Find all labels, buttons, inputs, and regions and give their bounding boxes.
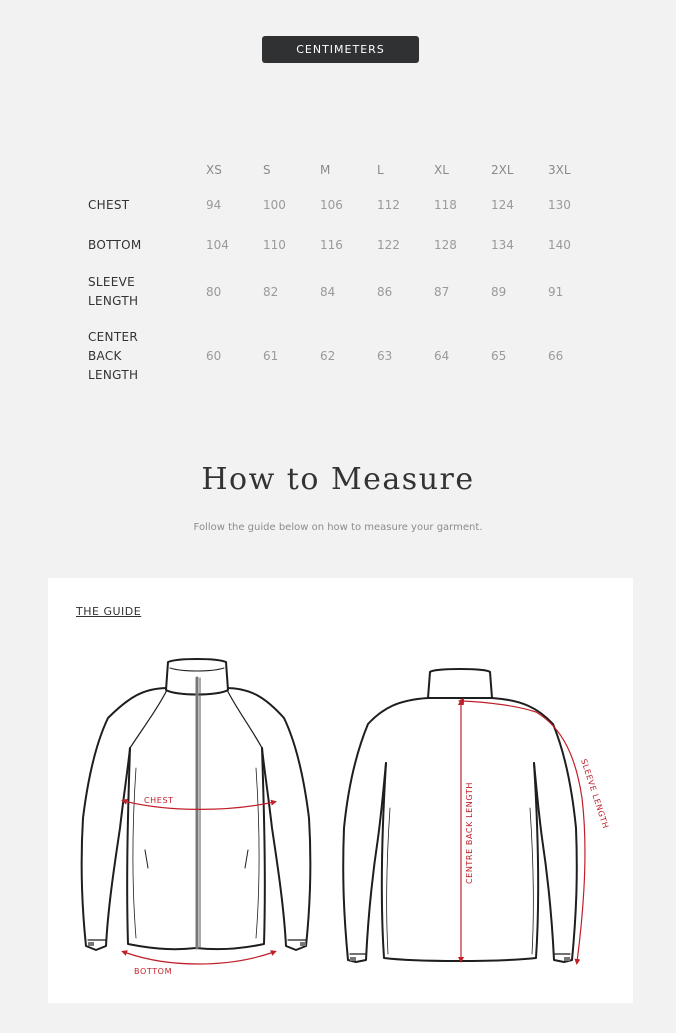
size-header-row — [84, 158, 605, 182]
table-cell: 106 — [320, 198, 343, 212]
table-cell: 124 — [491, 198, 514, 212]
size-m-header: M — [320, 163, 331, 177]
table-cell: 61 — [263, 349, 279, 363]
jacket-front-drawing — [82, 659, 311, 950]
row-label-center-back-length: CENTER BACK LENGTH — [88, 329, 139, 382]
table-cell: 112 — [377, 198, 400, 212]
table-cell: 86 — [377, 285, 393, 299]
table-cell: 104 — [206, 238, 229, 252]
table-row-center-back-length — [84, 322, 605, 390]
table-cell: 122 — [377, 238, 400, 252]
sleeve-length-label: SLEEVE LENGTH — [579, 757, 611, 830]
chest-label: CHEST — [144, 796, 174, 805]
row-label-chest: CHEST — [88, 197, 130, 212]
row-label-bottom: BOTTOM — [88, 237, 142, 252]
table-cell: 82 — [263, 285, 279, 299]
table-cell: 116 — [320, 238, 343, 252]
jacket-measure-illustration — [48, 578, 633, 1003]
table-cell: 128 — [434, 238, 457, 252]
table-cell: 63 — [377, 349, 393, 363]
table-cell: 89 — [491, 285, 507, 299]
size-2xl-header: 2XL — [491, 163, 514, 177]
table-row-bottom — [84, 228, 605, 262]
how-to-measure-subtitle: Follow the guide below on how to measure your garment. — [193, 522, 483, 533]
size-3xl-header: 3XL — [548, 163, 571, 177]
size-xs-header: XS — [206, 163, 222, 177]
table-cell: 118 — [434, 198, 457, 212]
sleeve-length-line — [461, 701, 585, 962]
table-cell: 140 — [548, 238, 571, 252]
row-label-sleeve-length: SLEEVE LENGTH — [88, 275, 139, 308]
table-cell: 94 — [206, 198, 222, 212]
table-cell: 87 — [434, 285, 450, 299]
guide-title: THE GUIDE — [76, 605, 142, 618]
size-s-header: S — [263, 163, 271, 177]
how-to-measure-heading: How to Measure — [201, 462, 475, 497]
measure-guide-card — [48, 578, 633, 1003]
bottom-label: BOTTOM — [134, 967, 173, 976]
bottom-measure-line — [124, 952, 274, 964]
table-cell: 80 — [206, 285, 222, 299]
size-table — [84, 158, 605, 390]
centimeters-toggle-button[interactable]: CENTIMETERS — [262, 36, 419, 63]
table-row-sleeve-length — [84, 262, 605, 322]
table-cell: 110 — [263, 238, 286, 252]
table-cell: 66 — [548, 349, 564, 363]
table-corner — [84, 158, 206, 182]
table-row-chest — [84, 182, 605, 228]
table-cell: 134 — [491, 238, 514, 252]
front-measure-lines — [124, 801, 274, 964]
jacket-back-drawing — [343, 669, 577, 962]
size-xl-header: XL — [434, 163, 449, 177]
table-cell: 100 — [263, 198, 286, 212]
table-cell: 64 — [434, 349, 450, 363]
table-cell: 60 — [206, 349, 222, 363]
table-cell: 62 — [320, 349, 336, 363]
centre-back-length-label: CENTRE BACK LENGTH — [465, 782, 474, 884]
size-l-header: L — [377, 163, 384, 177]
table-cell: 91 — [548, 285, 564, 299]
table-cell: 65 — [491, 349, 507, 363]
table-cell: 130 — [548, 198, 571, 212]
table-cell: 84 — [320, 285, 336, 299]
back-measure-lines — [461, 701, 585, 962]
